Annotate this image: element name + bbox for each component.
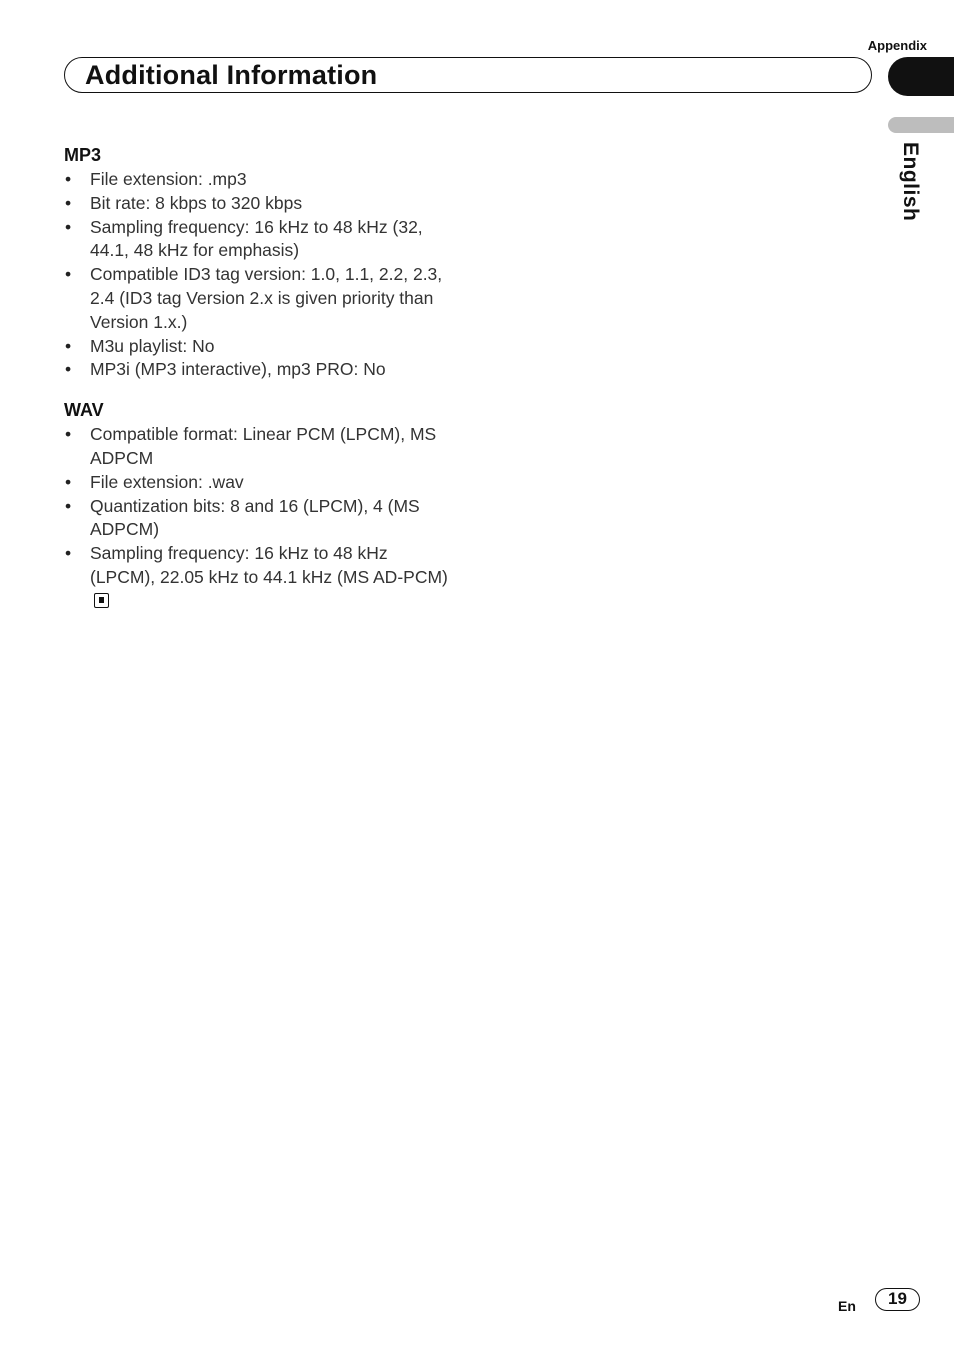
section-title-bar: [64, 57, 872, 93]
list-item-text: Sampling frequency: 16 kHz to 48 kHz (LPCM), 22.05 kHz to 44.1 kHz (MS AD-PCM): [90, 543, 448, 587]
list-item: • Compatible format: Linear PCM (LPCM), MS ADPCM: [64, 423, 454, 471]
language-tab-marker: [888, 117, 954, 133]
main-content: [64, 144, 454, 631]
language-side-label: English: [899, 142, 922, 222]
wav-section: [64, 399, 454, 613]
list-item: • Quantization bits: 8 and 16 (LPCM), 4 (MS ADPCM): [64, 495, 454, 543]
list-item: • File extension: .wav: [64, 471, 454, 495]
list-item: • File extension: .mp3: [64, 168, 454, 192]
list-item: • M3u playlist: No: [64, 335, 454, 359]
appendix-label: Appendix: [867, 38, 927, 53]
footer-language-code: En: [838, 1298, 856, 1314]
list-item: [64, 542, 454, 613]
section-heading-wav: WAV: [64, 400, 104, 421]
list-item: • Sampling frequency: 16 kHz to 48 kHz (32, 44.1, 48 kHz for emphasis): [64, 216, 454, 264]
mp3-spec-list: [64, 168, 454, 382]
wav-spec-list: [64, 423, 454, 613]
list-item: • Compatible ID3 tag version: 1.0, 1.1, 2.2, 2.3, 2.4 (ID3 tag Version 2.x is given priority than Version 1.x.): [64, 263, 454, 334]
page-number: 19: [875, 1288, 920, 1311]
end-of-section-icon: [94, 593, 109, 608]
section-heading-mp3: MP3: [64, 145, 102, 165]
page-title: Additional Information: [85, 60, 378, 90]
list-item: • Bit rate: 8 kbps to 320 kbps: [64, 192, 454, 216]
list-item: • MP3i (MP3 interactive), mp3 PRO: No: [64, 358, 454, 382]
chapter-tab: [888, 57, 954, 96]
mp3-section: [64, 144, 454, 382]
